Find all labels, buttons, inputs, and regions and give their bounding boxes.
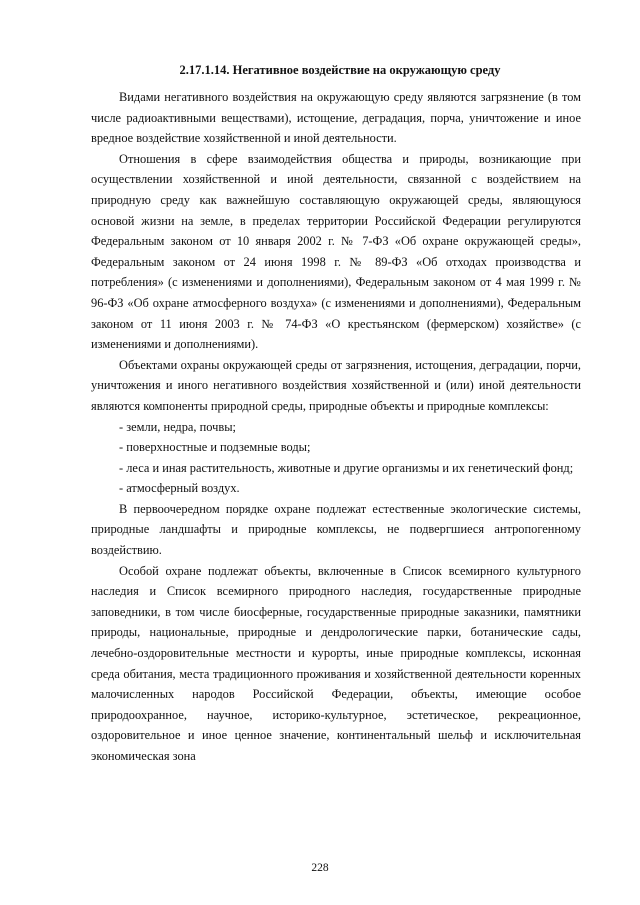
- list-item-air: - атмосферный воздух.: [119, 481, 240, 496]
- body-text: [91, 87, 581, 767]
- list-item-waters: - поверхностные и подземные воды;: [119, 440, 311, 455]
- paragraph-priority-protection: В первоочередном порядке охране подлежат естественные экологические системы, природные ландшафты и природные комплексы, не подвергшиеся антропогенному воздействию.: [91, 501, 581, 558]
- page-number: 228: [311, 862, 329, 874]
- section-heading: 2.17.1.14. Негативное воздействие на окружающую среду: [179, 63, 501, 77]
- list-item-forests: - леса и иная растительность, животные и другие организмы и их генетический фонд;: [119, 460, 574, 475]
- list-item-lands: - земли, недра, почвы;: [119, 419, 236, 434]
- paragraph-protected-objects: Объектами охраны окружающей среды от загрязнения, истощения, деградации, порчи, уничтожения и иного негативного воздействия хозяйственной и (или) иной деятельности являются компоненты природной среды, природные объекты и природные комплексы:: [91, 357, 581, 413]
- paragraph-special-protection: Особой охране подлежат объекты, включенные в Список всемирного культурного наследия и Список всемирного природного наследия, государственные природные заповедники, в том числе биосферные, государственные природные заказники, памятники природы, национальные, природные и дендрологические парки, ботанические сады, лечебно-оздоровительные местности и курорты, иные природные комплексы, исконная среда обитания, места традиционного проживания и хозяйственной деятельности коренных малочисленных народов Российской Федерации, объекты, имеющие особое природоохранное, научное, историко-культурное, эстетическое, рекреационное, оздоровительное и иное ценное значение, континентальный шельф и исключительная экономическая зона: [91, 563, 581, 763]
- paragraph-impact-types: Видами негативного воздействия на окружающую среду являются загрязнение (в том числе радиоактивными веществами), истощение, деградация, порча, уничтожение и иное вредное воздействие хозяйственной и иной деятельности.: [91, 90, 581, 146]
- paragraph-legal-framework: Отношения в сфере взаимодействия общества и природы, возникающие при осуществлении хозяйственной и иной деятельности, связанной с воздействием на природную среду как важнейшую составляющую окружающей среды, являющуюся основой жизни на земле, в пределах территории Российской Федерации регулируются Федеральным законом от 10 января 2002 г. № 7-ФЗ «Об охране окружающей среды», Федеральным законом от 24 июня 1998 г. № 89-ФЗ «Об отходах производства и потребления» (с изменениями и дополнениями), Федеральным законом от 4 мая 1999 г. № 96-ФЗ «Об охране атмосферного воздуха» (с изменениями и дополнениями), Федеральным законом от 11 июня 2003 г. № 74-ФЗ «О крестьянском (фермерском) хозяйстве» (с изменениями и дополнениями).: [91, 151, 581, 352]
